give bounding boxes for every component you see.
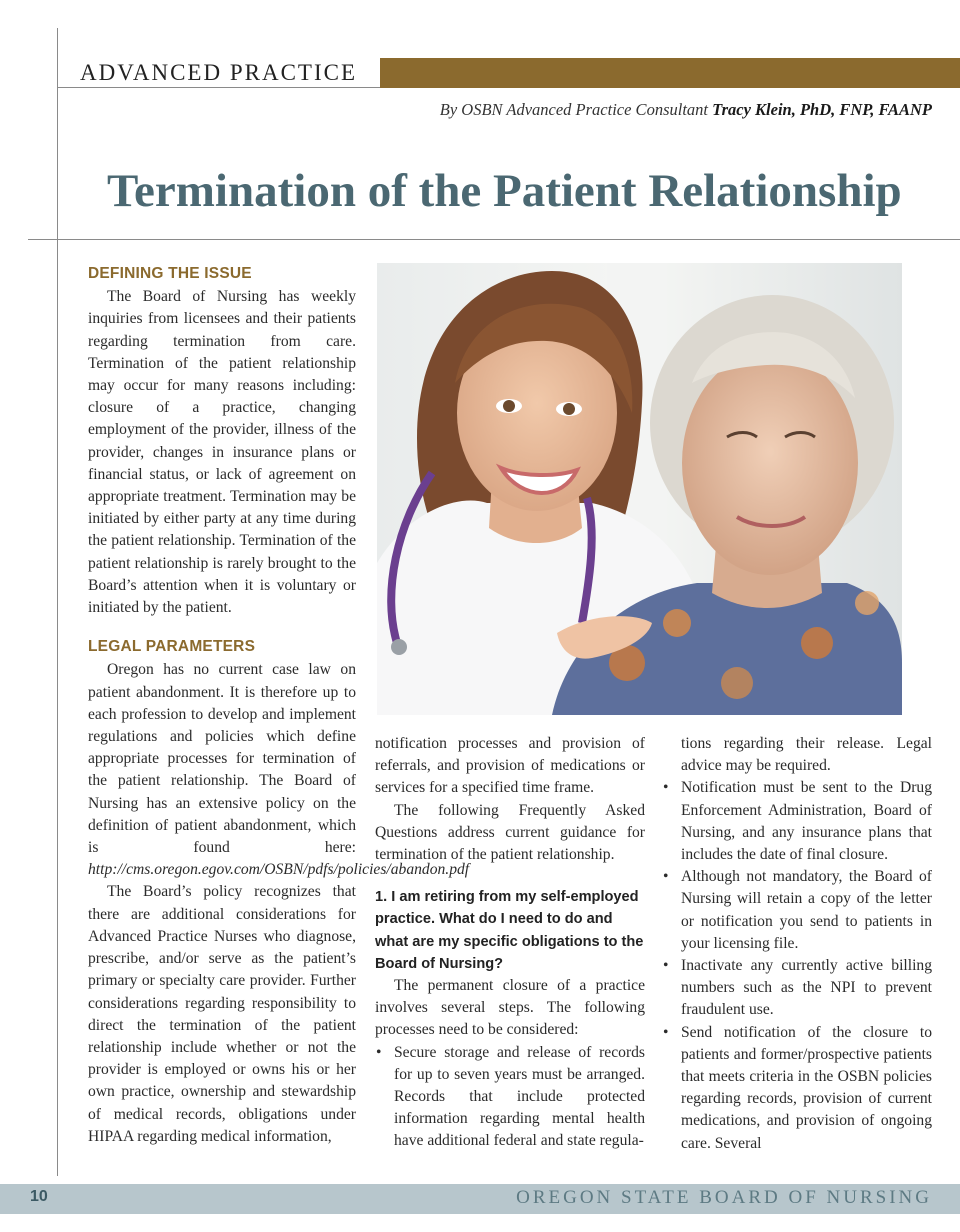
list-item-continuation: tions regarding their release. Legal advice may be required. xyxy=(681,735,932,775)
paragraph-faq-intro: The following Frequently Asked Questions address current guidance for termination of the patient relationship. xyxy=(375,801,645,864)
section-label: ADVANCED PRACTICE xyxy=(80,60,358,85)
byline-prefix: By OSBN Advanced Practice Consultant xyxy=(439,100,713,119)
section-color-bar xyxy=(380,58,960,88)
faq-question-1: 1. I am retiring from my self-employed practice. What do I need to do and what are my specific obligations to the Board of Nursing? xyxy=(375,889,644,972)
column-middle xyxy=(375,733,645,1153)
paragraph-board-policy: The Board’s policy recognizes that there are additional considerations for Advanced Practice Nurses who diagnose, prescribe, and/or serve as the patient’s primary or specialty care provider. Further considerations regarding responsibility to direct the termination of the patient relationship include whether or not the provider is employed or owns his or her own practice, ownership and stewardship of medical records, obligations under HIPAA regarding medical information, xyxy=(88,883,356,1145)
paragraph-legal-parameters xyxy=(88,659,470,881)
heading-defining-the-issue: DEFINING THE ISSUE xyxy=(88,265,252,282)
list-item: • Send notification of the closure to patients and former/prospective patients that meets criteria in the OSBN policies regarding records, provision of current medications, and provision of ongoing care. Several xyxy=(662,1022,932,1155)
paragraph-defining-issue: The Board of Nursing has weekly inquiries from licensees and their patients regarding termination from care. Termination of the patient relationship may occur for many reasons including: closure of a practice, changing employment of the provider, illness of the provider, changes in insurance plans or financial status, or lack of agreement on appropriate treatment. Termination may be initiated by either party at any time during the patient relationship. Termination of the patient relationship is rarely brought to the Board’s attention when it is voluntary or initiated by the patient. xyxy=(88,288,356,617)
column-left xyxy=(88,263,470,1148)
column-right xyxy=(662,733,932,1155)
list-item: • Notification must be sent to the Drug Enforcement Administration, Board of Nursing, and any insurance plans that includes the date of final closure. xyxy=(662,777,932,866)
list-item: • Although not mandatory, the Board of Nursing will retain a copy of the letter or notification you send to patients in your licensing file. xyxy=(662,866,932,955)
policy-link[interactable]: http://cms.oregon.egov.com/OSBN/pdfs/policies/abandon.pdf xyxy=(88,861,470,879)
paragraph-legal-text: Oregon has no current case law on patient abandonment. It is therefore up to each profession to develop and implement regulations and policies which define appropriate processes for termination of the patient relationship. The Board of Nursing has an extensive policy on the definition of patient abandonment, which is found here: xyxy=(88,661,356,857)
paragraph-closure-steps: The permanent closure of a practice involves several steps. The following processes need to be considered: xyxy=(375,977,645,1039)
closure-steps-list-continued xyxy=(662,777,932,1154)
list-item: • Inactivate any currently active billing numbers such as the NPI to prevent fraudulent use. xyxy=(662,955,932,1022)
page-number: 10 xyxy=(30,1188,48,1205)
nurse-patient-photo xyxy=(377,263,902,715)
paragraph-notification: notification processes and provision of referrals, and provision of medications or services for a specified time frame. xyxy=(375,735,645,797)
byline xyxy=(440,100,932,120)
publication-name: OREGON STATE BOARD OF NURSING xyxy=(516,1187,932,1208)
article-title: Termination of the Patient Relationship xyxy=(107,165,902,217)
heading-legal-parameters: LEGAL PARAMETERS xyxy=(88,638,256,656)
list-item: • Secure storage and release of records for up to seven years must be arranged. Records that include protected information regarding mental health have additional federal and state regula- xyxy=(375,1042,645,1153)
closure-steps-list xyxy=(375,1042,645,1153)
left-rule xyxy=(57,28,58,1176)
title-rule xyxy=(28,239,960,240)
byline-author: Tracy Klein, PhD, FNP, FAANP xyxy=(712,100,932,119)
